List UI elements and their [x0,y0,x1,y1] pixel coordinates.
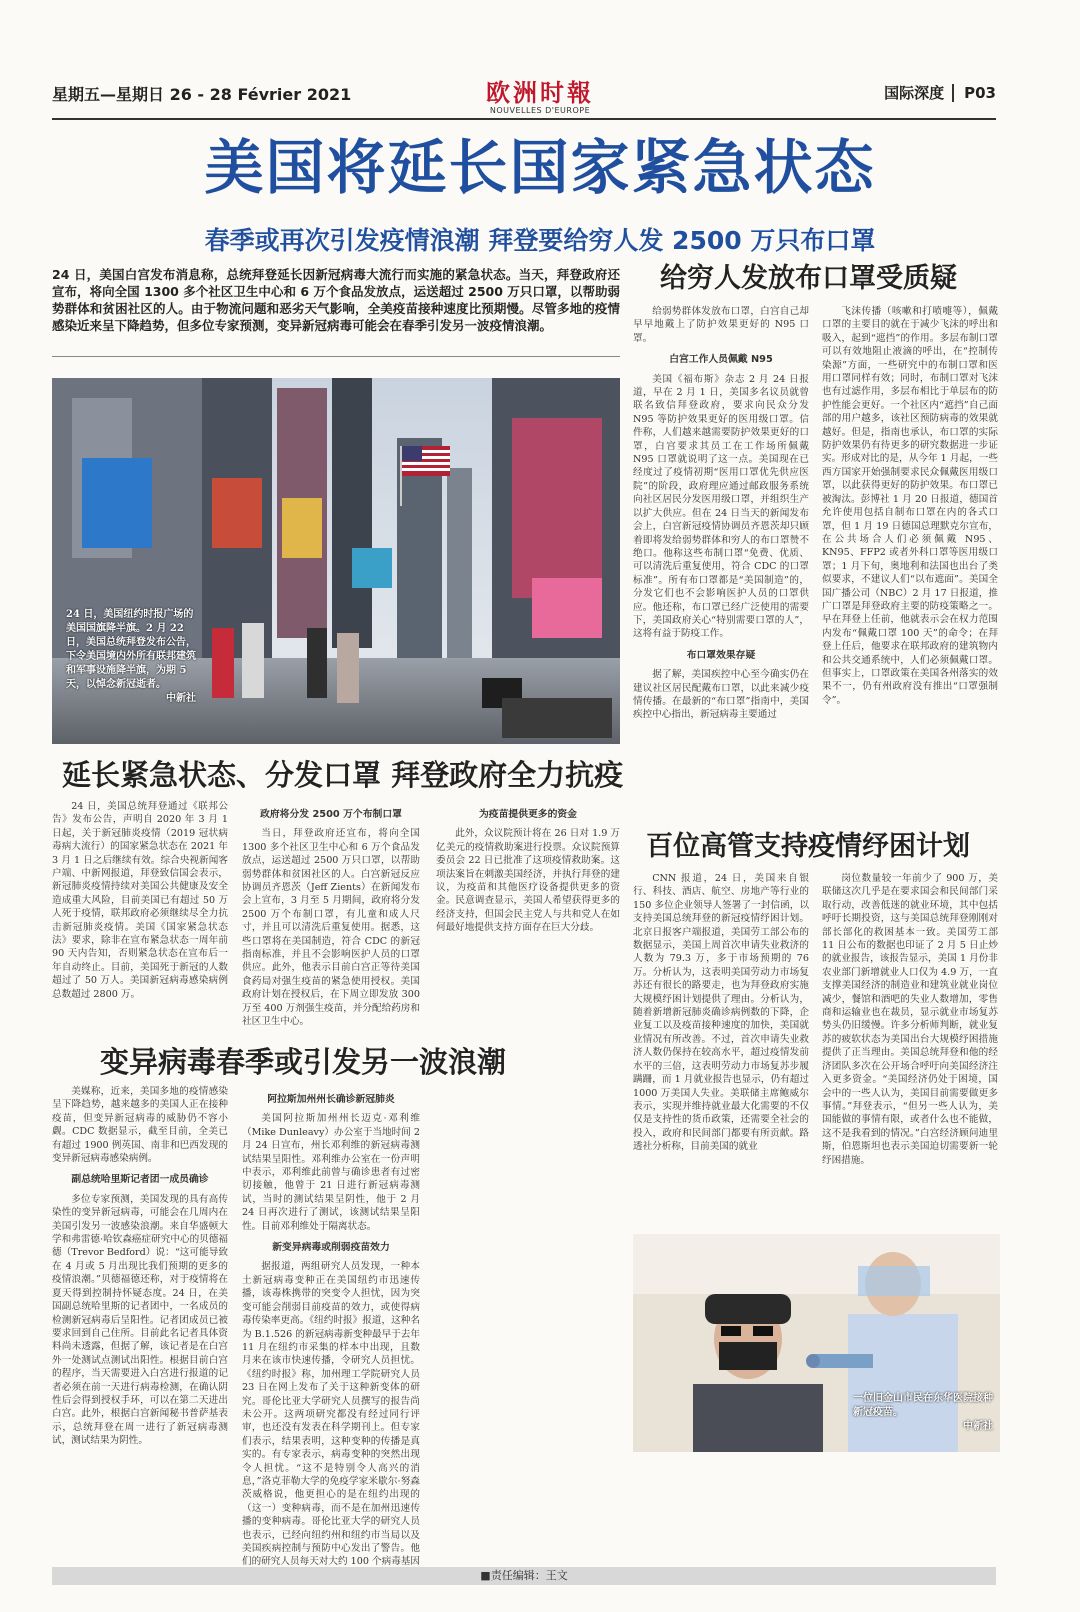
section3-col2-text: 飞沫传播（咳嗽和打喷嚏等），佩戴口罩的主要目的就在于减少飞沫的呼出和吸入，起到“遮挡”的作用。多层布制口罩可以有效地阻止液滴的呼出，在“控制传染源”方面，一些研究中的布制口罩和医用口罩同样有效；同时，布制口罩对飞沫也有过滤作用，多层布相比于单层布的防护性能会更好。一个社区内“遮挡”自己面部的用户越多，该社区预防病毒的效果就越好。但是，指南也承认，布口罩的实际防护效果仍有待更多的研究数据进一步证实。形成对比的是，从今年 1 月起，一些西方国家开始强制要求民众佩戴医用级口罩，以此获得更好的防护效果。布口罩已被淘汰。彭博社 1 月 20 日报道，德国首允许使用包括自制布口罩在内的各式口罩，但 1 月 19 日德国总理默克尔宣布，在公共场合人们必须佩戴 N95、KN95、FFP2 或者外科口罩等医用级口罩；1 月下旬，奥地利和法国也出台了类似要求，不建议人们“以布遮面”。美国全国广播公司（NBC）2 月 17 日报道，推广口罩是拜登政府主要的防疫策略之一。早在拜登上任前，他就表示会在权力范围内发布“佩戴口罩 100 天”的命令；在拜登上任后，他要求在联邦政府的建筑物内和公共交通系统中，人们必须佩戴口罩。但事实上，口罩政策在美国各州落实的效果不一，仍有州政府没有推出“口罩强制令”。 [822,306,998,706]
section3-title: 给穷人发放布口罩受质疑 [660,263,957,294]
section3-col1c-text: 据了解，美国疾控中心至今确实仍在建议社区居民配戴布口罩，以此来减少疫情传播。在最新的“布口罩”指南中，美国疾控中心指出，新冠病毒主要通过 [633,669,809,721]
page-number: P03 [952,84,996,102]
photo2-caption-text: 一位旧金山市民在东华医院接种新冠疫苗。 [853,1393,993,1418]
section2-title: 变异病毒春季或引发另一波浪潮 [100,1045,507,1079]
times-square-photo [52,378,620,744]
section2-col2-heading2: 新变异病毒或削弱疫苗效力 [272,1242,390,1254]
section2-col2b-text: 据报道，两组研究人员发现，一种本土新冠病毒变种正在美国纽约市迅速传播，该毒株携带的突变令人担忧，因为突变可能会削弱目前疫苗的效力，或使得病毒传染率更高。《纽约时报》报道，这种名为 B.1.526 的新冠病毒新变种最早于去年 11 月在纽约市采集的样本中出现，且数月来在该市快速传播，令研究人员担忧。《纽约时报》称，加州理工学院研究人员 23 日在网上发布了关于这种新变体的研究。哥伦比亚大学研究人员撰写的报告尚未公开。这两项研究都没有经过同行评审，也还没有发表在科学期刊上。但专家们表示，结果表明，这种变种的传播是真实的。有专家表示，病毒变种的突然出现令人担忧。“这不是特别令人高兴的消息，”洛克菲勒大学的免疫学家米歇尔·努森茨威格说，他更担心的是在纽约出现的（这一）变种病毒，而不是在加州迅速传播的变种病毒。哥伦比亚大学的研究人员也表示，已经向纽约州和纽约市当局以及美国疾病控制与预防中心发出了警告。他们的研究人员每天对大约 100 个病毒基因 [242,1261,420,1568]
section2-col1-heading: 副总统哈里斯记者团一成员确诊 [71,1174,209,1186]
section1-column3 [436,800,620,1032]
section4-column2 [822,872,998,1224]
section3-col1-heading: 白宫工作人员佩戴 N95 [669,354,773,366]
issue-date: 星期五—星期日 26 - 28 Février 2021 [52,85,352,104]
photo1-source: 中新社 [166,693,196,704]
section4-col2-text: 岗位数量较一年前少了 900 万，美联储这次几乎是在要求国会和民间部门采取行动，改善低迷的就业环境，其中包括呼吁长期投资，这与美国总统拜登刚刚对部长部化的救困基本一致。美国劳工部 11 日公布的数据也印证了 2 月 5 日止炒的就业报告，该报告显示，美国 1 月份非农业部门新增就业人口仅为 4.9 万，一直支撑美国经济的制造业和建筑业就业岗位减少，餐馆和酒吧的失业人数增加，零售商和运输业也在裁员，显示就业市场复苏势头仍旧缓慢。许多分析师判断，就业复苏的疲软状态为美国出台大规模纾困措施提供了正当理由。美国总统拜登和他的经济团队多次在公开场合呼吁向美国经济注入更多资金。“美国经济仍处于困境，国会中的一些人认为，美国目前需要做更多事情。”拜登表示，“但另一些人认为，美国能做的事情有限，或者什么也不能做，这不是我看到的情况。”白宫经济顾问迪里斯，伯恩斯坦也表示美国迫切需要新一轮纾困措施。 [822,873,998,1166]
section2-column2 [242,1085,420,1568]
section3-col1-text: 给弱势群体发放布口罩，白宫自己却早早地戴上了防护效果更好的 N95 口罩。 [633,306,809,344]
section1-col3-text: 此外，众议院预计将在 26 日对 1.9 万亿美元的疫情救助案进行投票。众议院预算委员会 22 日已批准了这项疫情救助案。这项法案旨在刺激美国经济，并执行拜登的建议，为疫苗和其他医疗设备提供更多的资金。民意调查显示，美国人希望获得更多的经济支持，但国会民主党人与共和党人在如何最好地提供支持方面存在巨大分歧。 [436,828,620,934]
section1-column2 [242,800,420,1032]
photo2-caption [853,1392,993,1434]
section3-col1-heading2: 布口罩效果存疑 [686,649,756,661]
photo1-caption [66,608,196,706]
sub-headline: 春季或再次引发疫情浪潮 拜登要给穷人发 2500 万只布口罩 [204,226,876,255]
lead-divider [52,356,620,357]
masthead-logo [475,80,605,115]
editor-footer: ■责任编辑：王文 [52,1567,996,1585]
section2-col1b-text: 多位专家预测，美国发现的具有高传染性的变异新冠病毒，可能会在几周内在美国引发另一波感染浪潮。来自华盛顿大学和弗雷德·哈钦森癌症研究中心的贝德福德（Trevor Bedford）说：“这可能导致在 4 月或 5 月出现比我们预期的更多的疫情浪潮。”贝德福德还称，对于疫情将在夏天得到控制持怀疑态度。24 日，在美国副总统哈里斯的记者团中，一名成员的检测新冠病毒后呈阳性。记者团成员已被要求回到自己住所。目前此名记者具体资料尚未透露，但据了解，该记者是在白宫外一处测试点测试出阳性。根据目前白宫的程序，当天需要进入白宫进行报道的记者必须在前一天进行病毒检测，在确认阴性后会得到授权手环，可以在第二天进出白宫。此外，根据白宫新闻秘书普萨基表示，总统拜登在周一进行了新冠病毒测试，测试结果为阴性。 [52,1193,228,1447]
main-headline: 美国将延长国家紧急状态 [204,133,876,202]
section2-col2-text: 美国阿拉斯加州州长迈克·邓利维（Mike Dunleavy）办公室于当地时间 2 月 24 日宣布，州长邓利维的新冠病毒测试结果呈阳性。邓利维办公室在一份声明中表示，邓利维此前曾与确诊患者有过密切接触，他曾于 21 日进行新冠病毒测试，当时的测试结果呈阴性，他于 2 月 24 日再次进行了测试，该测试结果呈阳性。目前邓利维处于隔离状态。 [242,1113,420,1232]
section3-column1 [633,305,809,815]
section2-col2-heading: 阿拉斯加州州长确诊新冠肺炎 [267,1094,395,1105]
section1-col2-text: 当日，拜登政府还宣布，将向全国 1300 多个社区卫生中心和 6 万个食品发放点，运送超过 2500 万只口罩，以帮助弱势群体和贫困社区的人。白宫新冠反应协调员齐恩茨（Jeff Zients）在新闻发布会上宣布，3 月至 5 月期间，政府将分发 2500 万个布制口罩，有儿童和成人尺寸，并且可以清洗后重复使用。据悉，这些口罩将在美国制造，符合 CDC 的新冠指南标准，并且不会影响医护人员的口罩供应。此外，他表示目前白宫正等待美国食药局对强生疫苗的紧急使用授权。美国政府计划在授权后，在下周立即发放 300 万至 400 万剂强生疫苗，并分配给药房和社区卫生中心。 [242,828,420,1028]
section1-col1-text: 24 日，美国总统拜登通过《联邦公告》发布公告，声明自 2020 年 3 月 1 日起，关于新冠肺炎疫情（2019 冠状病毒病大流行）的国家紧急状态在 2021 年 3 月 1 日之后继续有效。综合央视新闻客户端、中新网报道，拜登致信国会表示，新冠肺炎疫情持续对美国公共健康及安全造成重大风险，目前美国已有超过 50 万人死于疫情，联邦政府必须继续尽全力抗击新冠肺炎疫情。美国《国家紧急状态法》要求，除非在宣布紧急状态一周年前 90 天内告知，否则紧急状态在宣布后一年自动终止。目前，美国死于新冠的人数超过了 50 万人。美国新冠病毒感染病例总数超过 2800 万。 [52,801,228,1000]
section-name: 国际深度 [884,84,945,102]
section1-title: 延长紧急状态、分发口罩 拜登政府全力抗疫 [62,758,624,792]
section1-col3-heading: 为疫苗提供更多的资金 [479,809,577,820]
section4-column1 [633,872,809,1224]
section1-col2-heading: 政府将分发 2500 万个布制口罩 [260,809,402,820]
section3-col1b-text: 美国《福布斯》杂志 2 月 24 日报道，早在 2 月 1 日，美国多名议员就曾联名致信拜登政府，要求向民众分发 N95 等防护效果更好的医用级口罩。信件称，人们越来越需要防护效果更好的口罩，白宫要求其员工在工作场所佩戴 N95 口罩就说明了这一点。美国现在已经度过了疫情初期“医用口罩优先供应医院”的阶段，政府理应通过邮政服务系统向社区居民分发医用级口罩，并组织生产以扩大供应。但在 24 日当天的新闻发布会上，白宫新冠疫情协调员齐恩茨却只顾着即将发给弱势群体和穷人的布口罩赞不绝口。他称这些布制口罩“免费、优质、可以清洗后重复使用，符合 CDC 的口罩标准”。所有布口罩都是“美国制造”的，分发它们也不会影响医护人员的口罩供应。他还称，布口罩已经广泛使用的需要下，美国政府关心“特别需要口罩的人”，这将有益于防疫工作。 [633,373,809,640]
section4-title: 百位高管支持疫情纾困计划 [646,831,970,862]
photo1-caption-text: 24 日，美国纽约时报广场的美国国旗降半旗。2 月 22 日，美国总统拜登发布公告，下令美国境内外所有联邦建筑和军事设施降半旗，为期 5 天，以悼念新冠逝者。 [66,609,196,690]
header-rule [52,118,996,120]
section3-column2 [822,305,998,815]
photo2-source: 中新社 [963,1421,993,1432]
logo-chinese: 欧洲时報 [486,78,594,107]
section2-col1-text: 美媒称，近来，美国多地的疫情感染呈下降趋势，越来越多的美国人正在接种疫苗，但变异新冠病毒的威胁仍不容小觑。CDC 数据显示，截至目前，全美已有超过 1900 例英国、南非和巴西发现的变异新冠病毒感染病例。 [52,1086,228,1165]
logo-french: NOUVELLES D'EUROPE [489,106,591,115]
page-section [884,82,996,103]
section2-column1 [52,1085,228,1553]
lead-paragraph: 24 日，美国白宫发布消息称，总统拜登延长因新冠病毒大流行而实施的紧急状态。当天，拜登政府还宣布，将向全国 1300 多个社区卫生中心和 6 万个食品发放点，运送超过 2500 万只口罩，以帮助弱势群体和贫困社区的人。由于物流问题和恶劣天气影响，全美疫苗接种速度比预期慢。尽管多地的疫情感染近来呈下降趋势，但多位专家预测，变异新冠病毒可能会在春季引发另一波疫情浪潮。 [52,267,620,333]
section4-col1-text: CNN 报道，24 日，美国来自银行、科技、酒店、航空、房地产等行业的 150 多位企业领导人签署了一封信函，以支持美国总统拜登的新冠疫情纾困计划。北京日报客户端报道，美国劳工部公布的数据显示，美国上周首次申请失业救济的人数为 79.3 万，多于市场预期的 76 万。分析认为，这表明美国劳动力市场复苏还有很长的路要走，也为拜登政府实施大规模纾困计划提供了理由。分析认为，随着新增新冠肺炎确诊病例数的下降，企业复工以及疫苗接种速度的加快，美国就业情况有所改善。不过，首次申请失业救济人数仍保持在较高水平，超过疫情发前水平的三倍，这表明劳动力市场复苏步履蹒跚，而 1 月就业报告也显示，仍有超过 1000 万美国人失业。美联储主席鲍威尔表示，实现并维持就业最大化需要的不仅仅是支持性的货币政策，还需要全社会的投入，政府和民间部门都要有所贡献。路透社分析称，目前美国的就业 [633,873,809,1153]
vaccination-photo [633,1234,1000,1452]
section1-column1 [52,800,228,1032]
